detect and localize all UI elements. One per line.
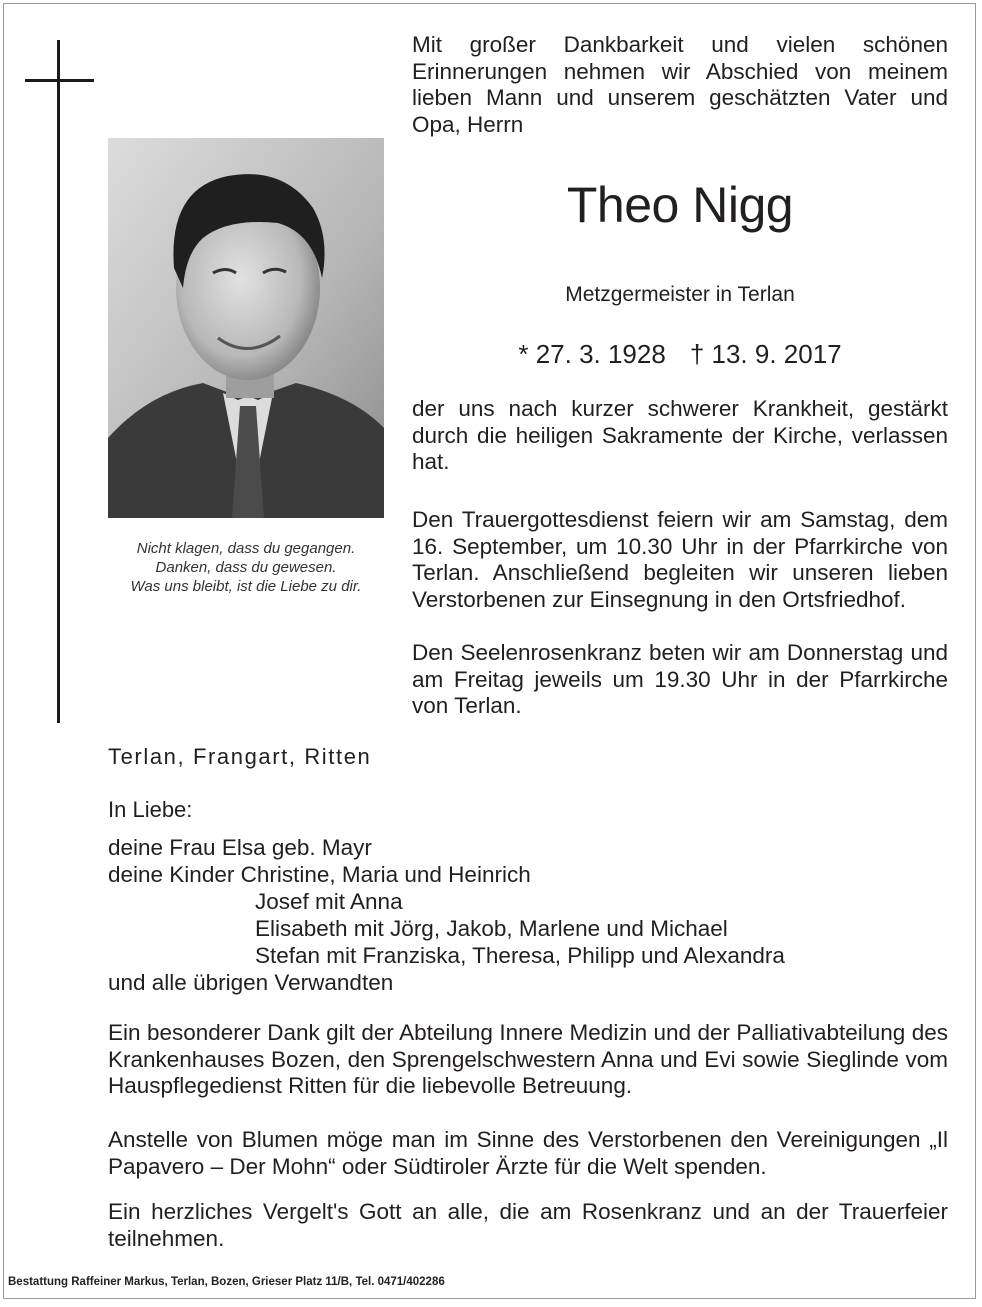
places-line: Terlan, Frangart, Ritten xyxy=(108,744,372,769)
mourner-line: Elisabeth mit Jörg, Jakob, Marlene und Michael xyxy=(255,916,728,941)
vergelt-text: Ein herzliches Vergelt's Gott an alle, die am Rosenkranz und an der Trauerfeier teilnehmen. xyxy=(108,1199,948,1251)
service-text: Den Trauergottesdienst feiern wir am Samstag, dem 16. September, um 10.30 Uhr in der Pfarrkirche von Terlan. Anschließend begleiten wir unseren lieben Verstorbenen zur Einsegnung in den Ortsfriedhof. xyxy=(412,507,948,612)
thanks-text: Ein besonderer Dank gilt der Abteilung Innere Medizin und der Palliativabteilung des Krankenhauses Bozen, den Sprengelschwestern Anna und Evi sowie Sieglinde vom Hauspflegedienst Ritten für die liebevolle Betreuung. xyxy=(108,1020,948,1098)
mourner-line: Stefan mit Franziska, Theresa, Philipp und Alexandra xyxy=(255,943,785,968)
intro-text: Mit großer Dankbarkeit und vielen schönen Erinnerungen nehmen wir Abschied von meinem lieben Mann und unserem geschätzten Vater und Opa, Herrn xyxy=(412,32,948,137)
after-dates-text: der uns nach kurzer schwerer Krankheit, gestärkt durch die heiligen Sakramente der Kirche, verlassen hat. xyxy=(412,396,948,474)
in-love-heading: In Liebe: xyxy=(108,797,193,822)
memorial-quote xyxy=(100,539,392,596)
mourner-line: Josef mit Anna xyxy=(255,889,403,914)
mourner-line: deine Frau Elsa geb. Mayr xyxy=(108,835,372,860)
portrait-photo xyxy=(108,138,384,518)
mourner-line: deine Kinder Christine, Maria und Heinrich xyxy=(108,862,531,887)
quote-line: Was uns bleibt, ist die Liebe zu dir. xyxy=(130,578,362,595)
flowers-text: Anstelle von Blumen möge man im Sinne des Verstorbenen den Vereinigungen „Il Papavero – Der Mohn“ oder Südtiroler Ärzte für die Welt spenden. xyxy=(108,1127,948,1179)
death-date: † 13. 9. 2017 xyxy=(689,339,842,369)
cross-horizontal-bar xyxy=(25,79,94,82)
quote-line: Danken, dass du gewesen. xyxy=(155,559,337,576)
quote-line: Nicht klagen, dass du gegangen. xyxy=(136,540,356,557)
deceased-name: Theo Nigg xyxy=(566,177,794,233)
life-dates xyxy=(420,339,940,370)
mourners-list xyxy=(108,834,785,996)
rosary-text: Den Seelenrosenkranz beten wir am Donnerstag und am Freitag jeweils um 19.30 Uhr in der Pfarrkirche von Terlan. xyxy=(412,640,948,718)
birth-date: * 27. 3. 1928 xyxy=(518,339,666,369)
cross-vertical-bar xyxy=(57,40,60,723)
deceased-profession: Metzgermeister in Terlan xyxy=(565,283,795,306)
mourner-line: und alle übrigen Verwandten xyxy=(108,970,394,995)
funeral-home-footer: Bestattung Raffeiner Markus, Terlan, Bozen, Grieser Platz 11/B, Tel. 0471/402286 xyxy=(8,1276,445,1288)
